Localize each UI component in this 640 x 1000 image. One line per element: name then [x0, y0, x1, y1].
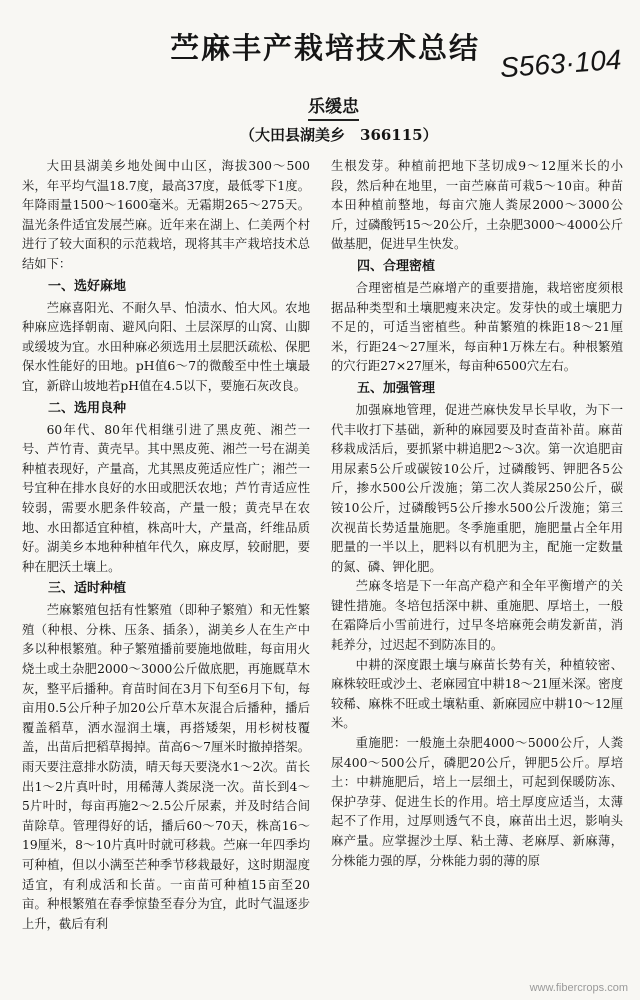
section-heading-5: 五、加强管理	[357, 380, 436, 396]
section-heading-2: 二、选用良种	[48, 400, 127, 416]
section-4-paragraph: 合理密植是苎麻增产的重要措施，栽培密度须根据品种类型和土壤肥瘦来决定。发芽快的或土壤肥力不足的，可适当密植些。种苗繁殖的株距18～21厘米，行距24～27厘米，每亩种1万株左右。种根繁殖的穴行距27×27厘米，每亩种6500穴左右。	[331, 280, 623, 374]
right-column	[331, 157, 623, 871]
section-5-paragraph-1: 加强麻地管理，促进苎麻快发早长早收，为下一代丰收打下基础，新种的麻园要及时查苗补苗。麻苗移栽成活后，要抓紧中耕追肥2～3次。第一次追肥亩用尿素5公斤或碳铵10公斤，过磷酸钙、钾肥各5公斤，掺水500公斤泼施；第二次人粪尿250公斤，碳铵10公斤，过磷酸钙5公斤掺水500公斤泼施；第三次视苗长势适量施肥。冬季施重肥，施肥量占全年用肥量的一半以上，肥料以有机肥为主，配施一定数量的氮、磷、钾化肥。	[331, 402, 623, 574]
section-5-paragraph-3: 中耕的深度跟土壤与麻苗长势有关，种植较密、麻株较旺或沙土、老麻园宜中耕18～21厘米深。密度较稀、麻株不旺或土壤粘重、新麻园应中耕10～12厘米。	[331, 657, 623, 731]
continued-paragraph: 生根发芽。种植前把地下茎切成9～12厘米长的小段，然后种在地里，一亩苎麻苗可栽5～10亩。种苗本田种植前整地，每亩穴施人粪尿2000～3000公斤，过磷酸钙15～20公斤，土杂肥3000～4000公斤做基肥，促进早生快发。	[331, 159, 623, 252]
article-title: 苎麻丰产栽培技术总结	[170, 31, 481, 65]
section-heading-3: 三、适时种植	[48, 581, 127, 597]
section-3-paragraph: 苎麻繁殖包括有性繁殖（即种子繁殖）和无性繁殖（种根、分株、压条、插条），湖美乡人在生产中多以种根繁殖。种子繁殖播前要施地做畦，每亩用火烧土或土杂肥2000～3000公斤做底肥，再施厩草木灰，整平后播种。育苗时间在3月下旬至6月下旬，每亩用0.5公斤种子加20公斤草木灰混合后播种，播后覆盖稻草，洒水湿润土壤，再搭矮架，用杉树枝覆盖，出苗后把稻草揭掉。苗高6～7厘米时撤掉搭架。雨天要注意排水防渍，晴天每天要浇水1～2次。苗长出1～2片真叶时，用稀薄人粪尿浇一次。苗长到4～5片叶时，每亩再施2～2.5公斤尿素，并及时结合间苗除草。管理得好的话，播后60～70天，株高16～19厘米，8～10片真叶时就可移栽。苎麻一年四季均可种植，但以小满至芒种季节移栽最好，这时期湿度适宜，有利成活和长苗。一亩苗可种植15亩至20亩。种根繁殖在春季惊蛰至春分为宜，此时气温逐步上升，截后有利	[22, 603, 310, 931]
author-name: 乐缓忠	[308, 92, 359, 121]
section-5-paragraph-2: 苎麻冬培是下一年高产稳产和全年平衡增产的关键性措施。冬培包括深中耕、重施肥、厚培土，一般在霜降后小雪前进行，过早冬培麻蔸会萌发新苗，消耗养分，过迟起不到防冻目的。	[331, 579, 623, 653]
section-heading-4: 四、合理密植	[357, 258, 436, 274]
site-watermark: www.fibercrops.com	[529, 982, 628, 994]
section-5-paragraph-4: 重施肥：一般施土杂肥4000～5000公斤，人粪尿400～500公斤，磷肥20公斤，钾肥5公斤。厚培土：中耕施肥后，培上一层细土，可起到保暖防冻、保护孕芽、促进生长的作用。培土厚度应适当，太薄起不了作用，过厚则透气不良，麻苗出土迟，影响头麻产量。应掌握沙土厚、粘土薄、老麻厚、新麻薄，分株能力强的厚，分株能力弱的薄的原	[331, 736, 623, 868]
section-2-paragraph: 60年代、80年代相继引进了黑皮蔸、湘苎一号、芦竹青、黄壳早。其中黑皮蔸、湘苎一号在湖美种植表现好，产量高，尤其黑皮蔸适应性广；湘苎一号宜种在排水良好的水田或肥沃农地；芦竹青适应性较弱，需要水肥条件较高，产量一般；黄壳早在农地、水田都适宜种植，株高叶大，产量高，纤维品质好。湖美乡本地种种植年代久，麻皮厚，较耐肥，要种在肥沃土壤上。	[22, 422, 310, 574]
intro-paragraph: 大田县湖美乡地处闽中山区，海拔300～500米，年平均气温18.7度，最高37度，最低零下1度。年降雨量1500～1600毫米。无霜期265～275天。温光条件适宜发展苎麻。近年来在湖上、仁美两个村进行了较大面积的示范栽培，现将其丰产栽培技术总结如下：	[22, 159, 310, 271]
section-1-paragraph: 苎麻喜阳光、不耐久旱、怕渍水、怕大风。农地种麻应选择朝南、避风向阳、土层深厚的山窝、山脚或缓坡为宜。水田种麻必须选用土层肥沃疏松、保肥保水性能好的田地。pH值6～7的微酸至中性土壤最宜，新辟山坡地若pH值在4.5以下，要施石灰改良。	[22, 300, 310, 393]
author-affiliation: （大田县湖美乡 366115）	[240, 126, 438, 144]
handwritten-catalog-code: S563·104	[499, 43, 623, 84]
section-heading-1: 一、选好麻地	[48, 278, 127, 294]
left-column	[22, 157, 310, 934]
